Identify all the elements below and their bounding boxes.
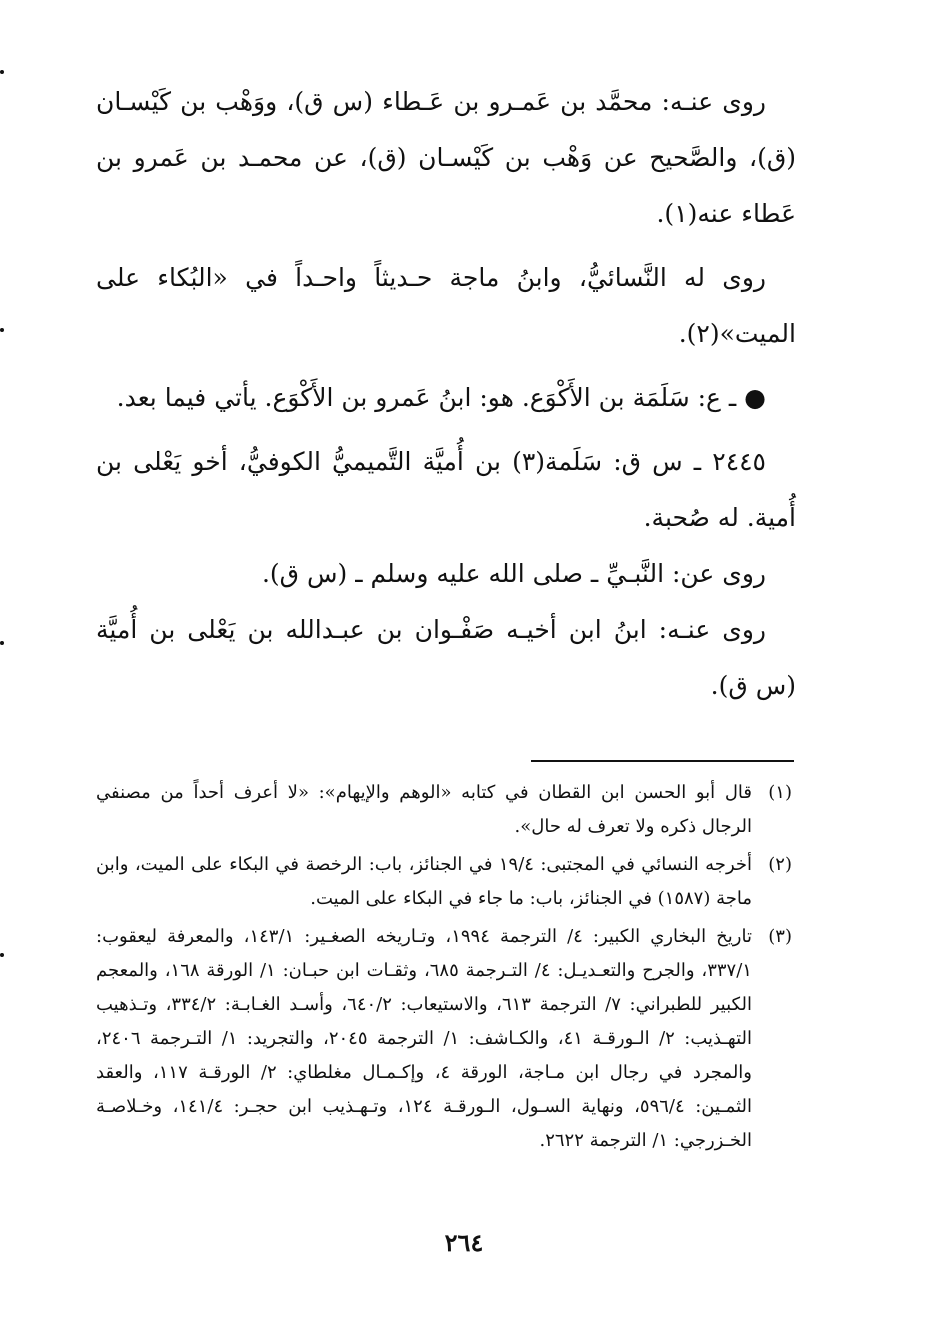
narrated-by-paragraph: روى عنـه: ابنُ ابن أخيـه صَفْـوان بن عبـدالله بن يَعْلى بن أُميَّة (س ق). xyxy=(96,615,796,700)
footnote-1 xyxy=(96,776,792,844)
narrators-from-paragraph: روى عنـه: محمَّد بن عَمـرو بن عَـطاء (س ق)، ووَهْب بن كَيْسـان (ق)، والصَّحيح عن وَهْب بن كَيْسـان (ق)، عن محمـد بن عَمرو بن عَطاء عنه(١). xyxy=(96,87,796,228)
footnote-number: (١) xyxy=(768,782,792,803)
footnotes xyxy=(96,776,792,1162)
margin-mark xyxy=(0,328,4,332)
entry-2445-heading: ٢٤٤٥ ـ س ق: سَلَمة(٣) بن أُميَّة التَّميميُّ الكوفيُّ، أخو يَعْلى بن أُمية. له صُحبة. xyxy=(96,447,796,532)
footnote-number: (٢) xyxy=(768,854,792,875)
reported-by-paragraph: روى له النَّسائيُّ، وابنُ ماجة حـديثاً واحـداً في «البُكاء على الميت»(٢). xyxy=(96,263,796,348)
footnote-2 xyxy=(96,848,792,916)
margin-mark xyxy=(0,641,4,645)
margin-mark xyxy=(0,70,4,74)
footnote-separator xyxy=(531,760,794,762)
footnote-text: تاريخ البخاري الكبير: ٤/ الترجمة ١٩٩٤، وتـاريخه الصغـير: ١٤٣/١، والمعرفة ليعقوب: ٣٣٧/١، والجرح والتعـديـل: ٤/ التـرجمة ٦٨٥، وثقـات ابن حبـان: ١/ الورقة ١٦٨، والمعجم الكبير للطبراني: ٧/ الترجمة ٦١٣، والاستيعاب: ٦٤٠/٢، وأسـد الغـابـة: ٣٣٤/٢، وتـذهيب التهـذيب: ٢/ الـورقـة ٤١، والكـاشف: ١/ الترجمة ٢٠٤٥، والتجريد: ١/ التـرجمة ٢٤٠٦، والمجرد في رجال ابن مـاجة، الورقة ٤، وإكـمـال مغلطاي: ٢/ الورقـة ١١٧، والعقد الثمـين: ٥٩٦/٤، ونهاية السـول، الـورقـة ١٢٤، وتـهـذيب ابن حجـر: ١٤١/٤، وخـلاصـة الخـزرجي: ١/ الترجمة ٢٦٢٢. xyxy=(96,926,753,1151)
entry-cross-reference: ● ـ ع: سَلَمَة بن الأَكْوَع. هو: ابنُ عَمرو بن الأَكْوَع. يأتي فيما بعد. xyxy=(116,383,766,412)
footnote-text: قال أبو الحسن ابن القطان في كتابه «الوهم والإيهام»: «لا أعرف أحداً من مصنفي الرجال ذكره ولا تعرف له حال». xyxy=(96,782,752,837)
footnote-number: (٣) xyxy=(768,926,792,947)
page-number: ٢٦٤ xyxy=(444,1228,484,1257)
margin-mark xyxy=(0,953,4,957)
main-text xyxy=(96,74,796,714)
footnote-text: أخرجه النسائي في المجتبى: ١٩/٤ في الجنائز، باب: الرخصة في البكاء على الميت، وابن ماجة (١٥٨٧) في الجنائز، باب: ما جاء في البكاء على الميت. xyxy=(96,854,752,909)
footnote-3 xyxy=(96,920,792,1158)
narrated-from-paragraph: روى عن: النَّبـيِّ ـ صلى الله عليه وسلم ـ (س ق). xyxy=(261,559,766,588)
